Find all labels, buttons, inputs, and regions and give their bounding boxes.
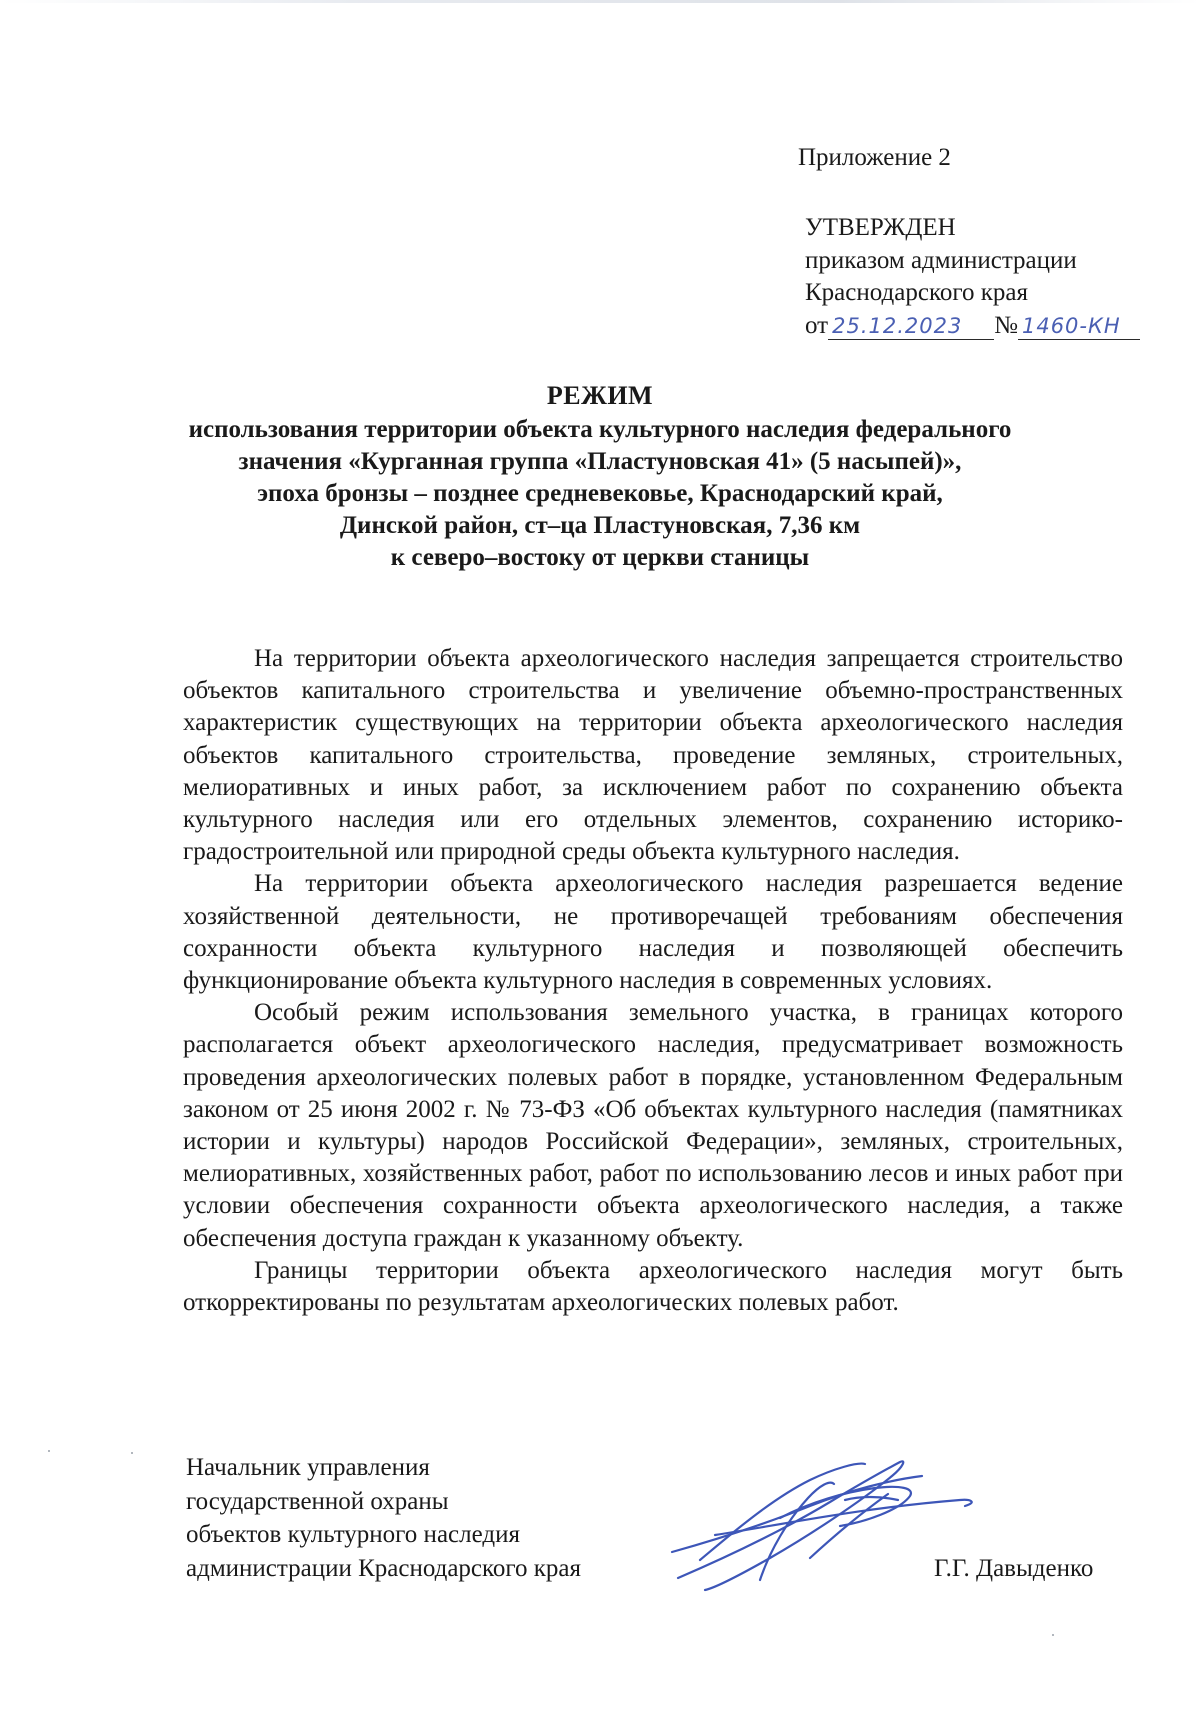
number-prefix: № bbox=[994, 311, 1018, 339]
approval-status: УТВЕРЖДЕН bbox=[805, 214, 956, 241]
approval-line-2: Краснодарского края bbox=[805, 279, 1028, 306]
document-body bbox=[183, 643, 1123, 1319]
scan-speck bbox=[48, 1450, 50, 1452]
approval-date-line bbox=[805, 310, 1140, 343]
date-prefix: от bbox=[805, 311, 829, 339]
scan-edge bbox=[0, 0, 1200, 3]
appendix-label: Приложение 2 bbox=[798, 144, 951, 171]
paragraph-boundaries: Границы территории объекта археологического наследия могут быть откорректированы по результатам археологических полевых работ. bbox=[183, 1256, 1123, 1317]
heading-line-2: значения «Курганная группа «Пластуновская 41» (5 насыпей)», bbox=[238, 448, 962, 475]
heading-line-5: к северо–востоку от церкви станицы bbox=[390, 544, 810, 571]
signer-name: Г.Г. Давыденко bbox=[934, 1555, 1094, 1582]
heading-line-4: Динской район, ст–ца Пластуновская, 7,36 км bbox=[339, 512, 861, 539]
number-field bbox=[1018, 313, 1140, 340]
handwritten-number: 1460-КН bbox=[1021, 313, 1121, 338]
approval-line-1: приказом администрации bbox=[805, 246, 1077, 274]
document-heading bbox=[150, 380, 1050, 574]
approval-block bbox=[805, 212, 1140, 342]
date-field bbox=[828, 313, 994, 340]
signatory-line-3: объектов культурного наследия bbox=[186, 1521, 520, 1548]
paragraph-permitted-activity: На территории объекта археологического наследия разрешается ведение хозяйственной деятельности, не противоречащей требованиям обеспечения сохранности объекта культурного наследия и позволяющей обеспечить функционирование объекта культурного наследия в современных условиях. bbox=[183, 870, 1123, 995]
scan-speck bbox=[131, 1452, 133, 1454]
document-title: РЕЖИМ bbox=[546, 381, 654, 410]
signatory-line-2: государственной охраны bbox=[186, 1487, 449, 1515]
scan-speck bbox=[1052, 1634, 1054, 1636]
signatory-position bbox=[186, 1451, 581, 1585]
signatory-line-1: Начальник управления bbox=[186, 1454, 430, 1481]
signatory-line-4: администрации Краснодарского края bbox=[186, 1554, 582, 1582]
paragraph-special-regime: Особый режим использования земельного участка, в границах которого располагается объект археологического наследия, предусматривает возможность проведения археологических полевых работ в порядке, установленном Федеральным законом от 25 июня 2002 г. № 73-ФЗ «Об объектах культурного наследия (памятниках истории и культуры) народов Российской Федерации», земляных, строительных, мелиоративных, хозяйственных работ, работ по использованию лесов и иных работ при условии обеспечения сохранности объекта археологического наследия, а также обеспечения доступа граждан к указанному объекту. bbox=[183, 999, 1123, 1252]
handwritten-date: 25.12.2023 bbox=[832, 313, 963, 338]
heading-line-3: эпоха бронзы – позднее средневековье, Краснодарский край, bbox=[257, 480, 943, 507]
paragraph-prohibitions: На территории объекта археологического наследия запрещается строительство объектов капитального строительства и увеличение объемно-пространственных характеристик существующих на территории объекта археологического наследия объектов капитального строительства, проведение земляных, строительных, мелиоративных и иных работ, за исключением работ по сохранению объекта культурного наследия или его отдельных элементов, сохранению историко-градостроительной или природной среды объекта культурного наследия. bbox=[183, 645, 1123, 866]
heading-line-1: использования территории объекта культурного наследия федерального bbox=[188, 416, 1012, 443]
